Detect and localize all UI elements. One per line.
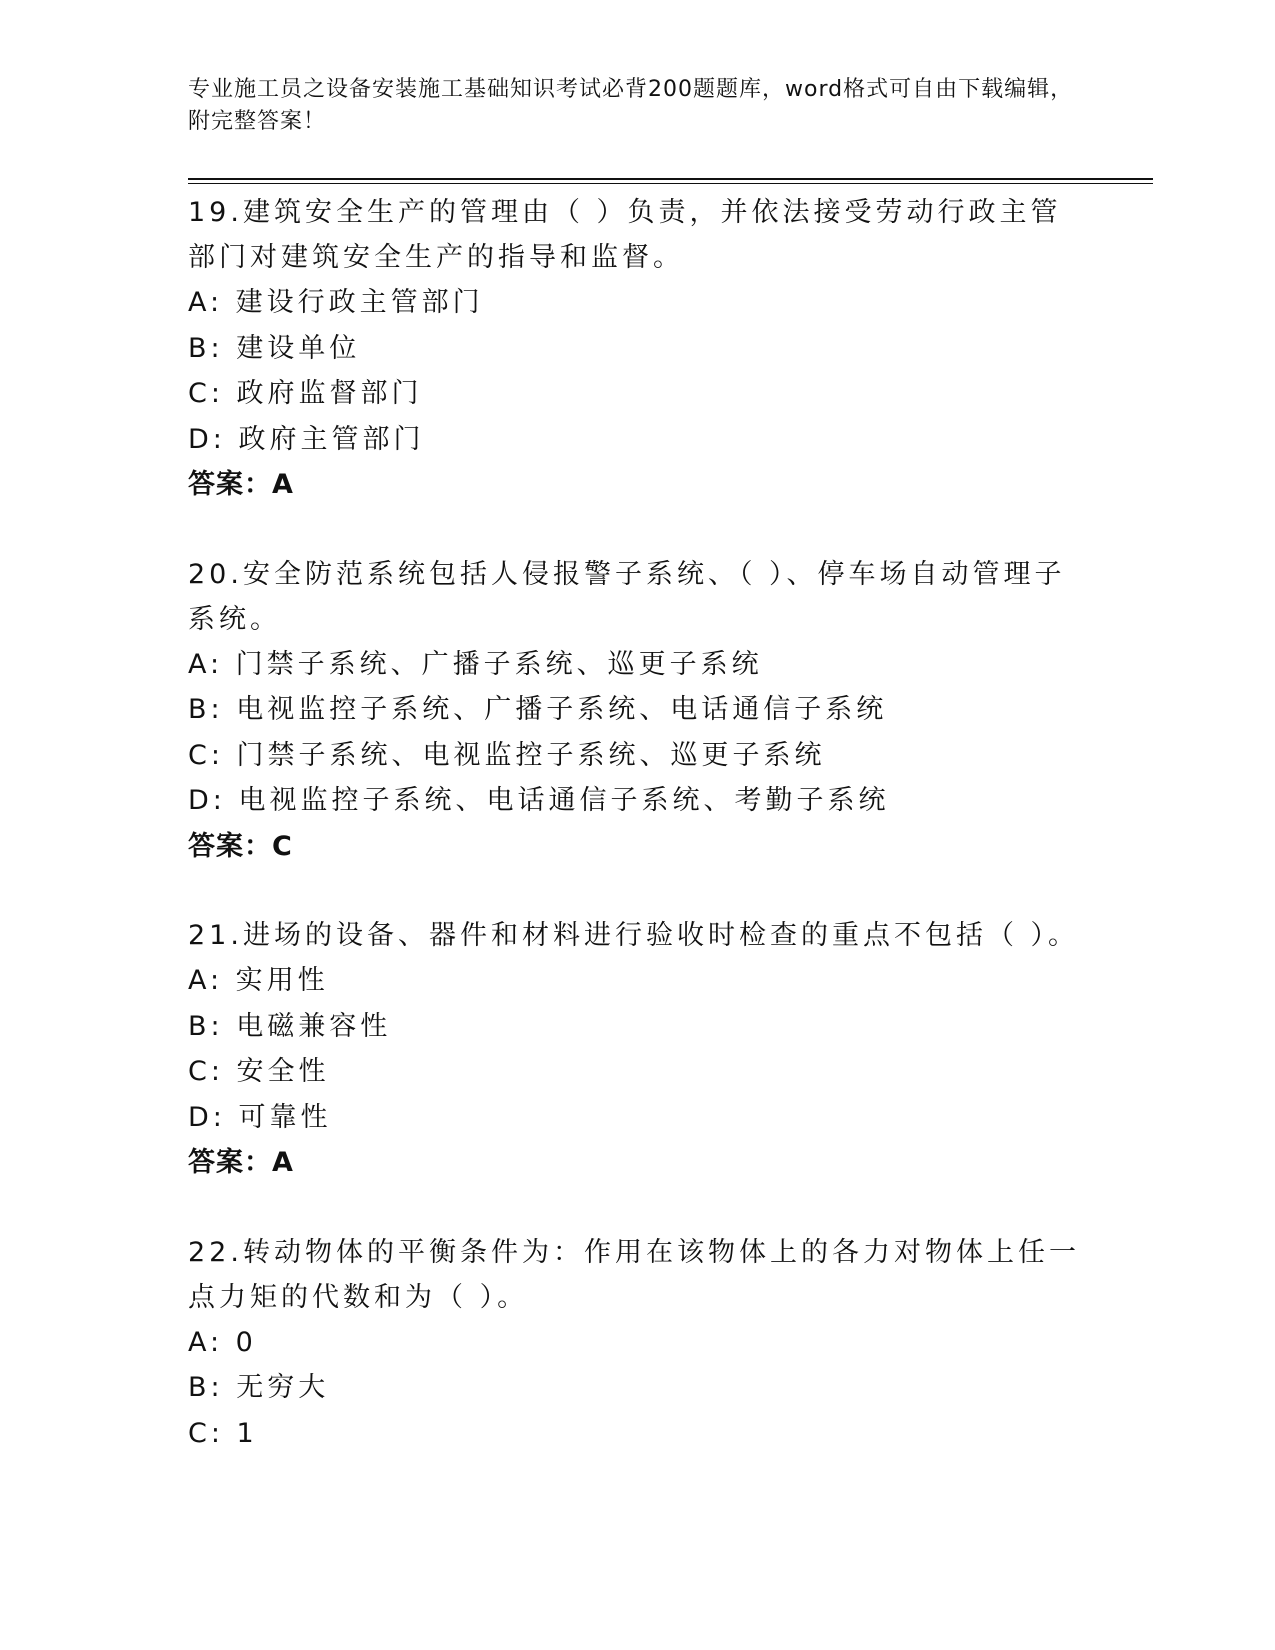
header-divider-thick	[188, 178, 1153, 180]
question-22	[188, 1230, 1088, 1457]
option-c: C: 1	[188, 1417, 258, 1449]
question-stem: 22.转动物体的平衡条件为：作用在该物体上的各力对物体上任一点力矩的代数和为（ ）。	[188, 1236, 1080, 1313]
answer: 答案：A	[188, 469, 294, 500]
option-c: C: 安全性	[188, 1056, 330, 1087]
option-d: D: 可靠性	[188, 1101, 332, 1133]
option-b: B: 建设单位	[188, 332, 361, 364]
question-20	[188, 552, 1088, 870]
question-21	[188, 913, 1088, 1186]
option-b: B: 电视监控子系统、广播子系统、电话通信子系统	[188, 694, 888, 725]
question-stem: 20.安全防范系统包括人侵报警子系统、（ ）、停车场自动管理子系统。	[188, 558, 1066, 635]
option-b: B: 电磁兼容性	[188, 1010, 392, 1042]
option-a: A: 实用性	[188, 965, 329, 996]
option-b: B: 无穷大	[188, 1372, 330, 1403]
document-header: 专业施工员之设备安装施工基础知识考试必背200题题库，word格式可自由下载编辑，附完整答案！	[188, 77, 1074, 134]
answer: 答案：C	[188, 830, 293, 862]
question-list	[188, 190, 1088, 1500]
header-divider-thin	[188, 183, 1153, 184]
option-d: D: 电视监控子系统、电话通信子系统、考勤子系统	[188, 785, 890, 816]
option-a: A: 0	[188, 1326, 257, 1358]
question-stem: 21.进场的设备、器件和材料进行验收时检查的重点不包括（ ）。	[188, 920, 1080, 951]
answer: 答案：A	[188, 1147, 294, 1178]
question-19	[188, 190, 1088, 508]
option-a: A: 建设行政主管部门	[188, 287, 484, 318]
option-c: C: 政府监督部门	[188, 378, 423, 409]
option-d: D: 政府主管部门	[188, 423, 425, 455]
option-c: C: 门禁子系统、电视监控子系统、巡更子系统	[188, 739, 826, 771]
question-stem: 19.建筑安全生产的管理由（ ）负责，并依法接受劳动行政主管部门对建筑安全生产的指导和监督。	[188, 197, 1062, 273]
option-a: A: 门禁子系统、广播子系统、巡更子系统	[188, 648, 763, 680]
